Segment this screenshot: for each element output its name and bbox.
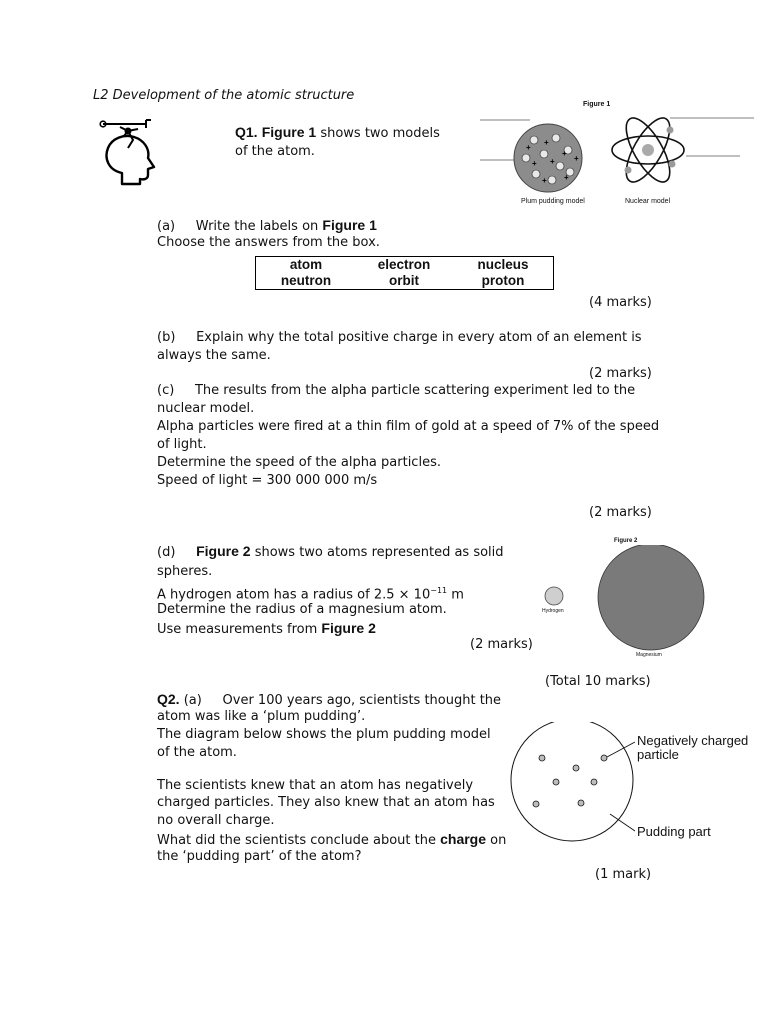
nuclear-caption: Nuclear model [625,198,671,205]
answer-box [255,256,554,290]
box-word-electron: electron [377,257,431,272]
q2-line8-end: on [490,833,507,848]
magnesium-sphere [598,545,704,650]
q1a-prefix: (a) [157,219,176,234]
pudding-circle [511,722,633,841]
figure2-diagram [530,545,710,655]
hydrogen-label: Hydrogen [542,608,564,614]
neg-charge-label-line2: particle [637,747,679,762]
q2-line6: charged particles. They also knew that an atom has [157,795,495,810]
q1d-figure-ref: Figure 2 [196,543,251,559]
page-title: L2 Development of the atomic structure [93,88,355,103]
q1c-text: The results from the alpha particle scattering experiment led to the [194,383,636,398]
thinking-head-icon [98,118,160,186]
pudding-part-label: Pudding part [637,824,711,839]
figure1-diagram [478,108,758,198]
q2-line8-text: What did the scientists conclude about the [157,833,436,848]
q1b-text: Explain why the total positive charge in every atom of an element is [196,330,642,345]
q2-line2: atom was like a ‘plum pudding’. [157,709,366,724]
svg-text:+: + [526,143,531,152]
q1d-unit: m [447,587,464,603]
q1d-marks: (2 marks) [470,637,533,652]
box-word-atom: atom [289,257,323,272]
q1a-line [157,216,377,236]
q1c-line1 [157,382,635,400]
q1d-line5 [157,619,376,639]
box-word-orbit: orbit [389,273,419,288]
q1d-line4: Determine the radius of a magnesium atom. [157,602,447,617]
q1c-line6: Speed of light = 300 000 000 m/s [157,473,378,488]
magnesium-label: Magnesium [636,652,662,658]
svg-text:+: + [550,157,555,166]
box-word-proton: proton [481,273,525,288]
svg-text:+: + [574,154,579,163]
hydrogen-sphere [545,587,563,605]
q1a-text: Write the labels on [195,219,319,234]
q1c-line4: of light. [157,437,207,452]
q1b-prefix: (b) [157,330,176,345]
q1a-figure-ref: Figure 1 [322,217,377,233]
q1-intro-text: shows two models [320,126,440,141]
q2-line4: of the atom. [157,745,237,760]
q2-marks: (1 mark) [595,867,652,882]
q1c-line3: Alpha particles were fired at a thin film of gold at a speed of 7% of the speed [157,419,660,434]
q2-line7: no overall charge. [157,813,275,828]
q1d-text: shows two atoms represented as solid [254,545,504,560]
svg-text:+: + [564,173,569,182]
neg-charge-label [637,734,748,762]
q2-line3: The diagram below shows the plum pudding model [157,727,491,742]
q2-line9: the ‘pudding part’ of the atom? [157,849,362,864]
q1-intro-line2: of the atom. [235,144,315,159]
svg-text:+: + [562,149,567,158]
q1a-choose: Choose the answers from the box. [157,235,380,250]
q1c-prefix: (c) [157,383,175,398]
svg-text:+: + [532,159,537,168]
q2-a-prefix: (a) [183,693,202,708]
neg-charge-label-line1: Negatively charged [637,733,749,748]
q2-line5: The scientists knew that an atom has negatively [157,778,474,793]
q2-line1-text: Over 100 years ago, scientists thought the [222,693,502,708]
q1c-line5: Determine the speed of the alpha particles. [157,455,441,470]
q1-intro [235,123,440,143]
plum-caption: Plum pudding model [521,198,585,205]
q1d-line5-text: Use measurements from [157,622,318,637]
q2-line1 [157,690,501,710]
q1-total: (Total 10 marks) [545,674,651,689]
q2-label: Q2. [157,691,180,707]
figure2-title: Figure 2 [614,538,638,544]
q1b-marks: (2 marks) [589,366,652,381]
q2-line8 [157,830,506,850]
q1d-line3-text: A hydrogen atom has a radius of 2.5 × 10 [157,587,431,603]
svg-text:+: + [544,138,549,147]
q1-label: Q1. [235,124,258,140]
figure1-title: Figure 1 [583,101,611,108]
q1b-line1 [157,329,642,347]
box-word-neutron: neutron [280,273,332,288]
q1d-line2: spheres. [157,564,213,579]
q1d-prefix: (d) [157,545,176,560]
q1a-marks: (4 marks) [589,295,652,310]
q2-charge-word: charge [440,831,487,847]
box-word-nucleus: nucleus [477,257,529,272]
q1-figure-ref: Figure 1 [261,124,317,140]
q1d-figure2-ref: Figure 2 [321,620,376,636]
q1d-exponent: −11 [430,586,448,595]
q1c-marks: (2 marks) [589,505,652,520]
q1b-line2: always the same. [157,348,271,363]
q1d-line1 [157,542,504,562]
svg-text:+: + [542,176,547,185]
q1c-line2: nuclear model. [157,401,255,416]
